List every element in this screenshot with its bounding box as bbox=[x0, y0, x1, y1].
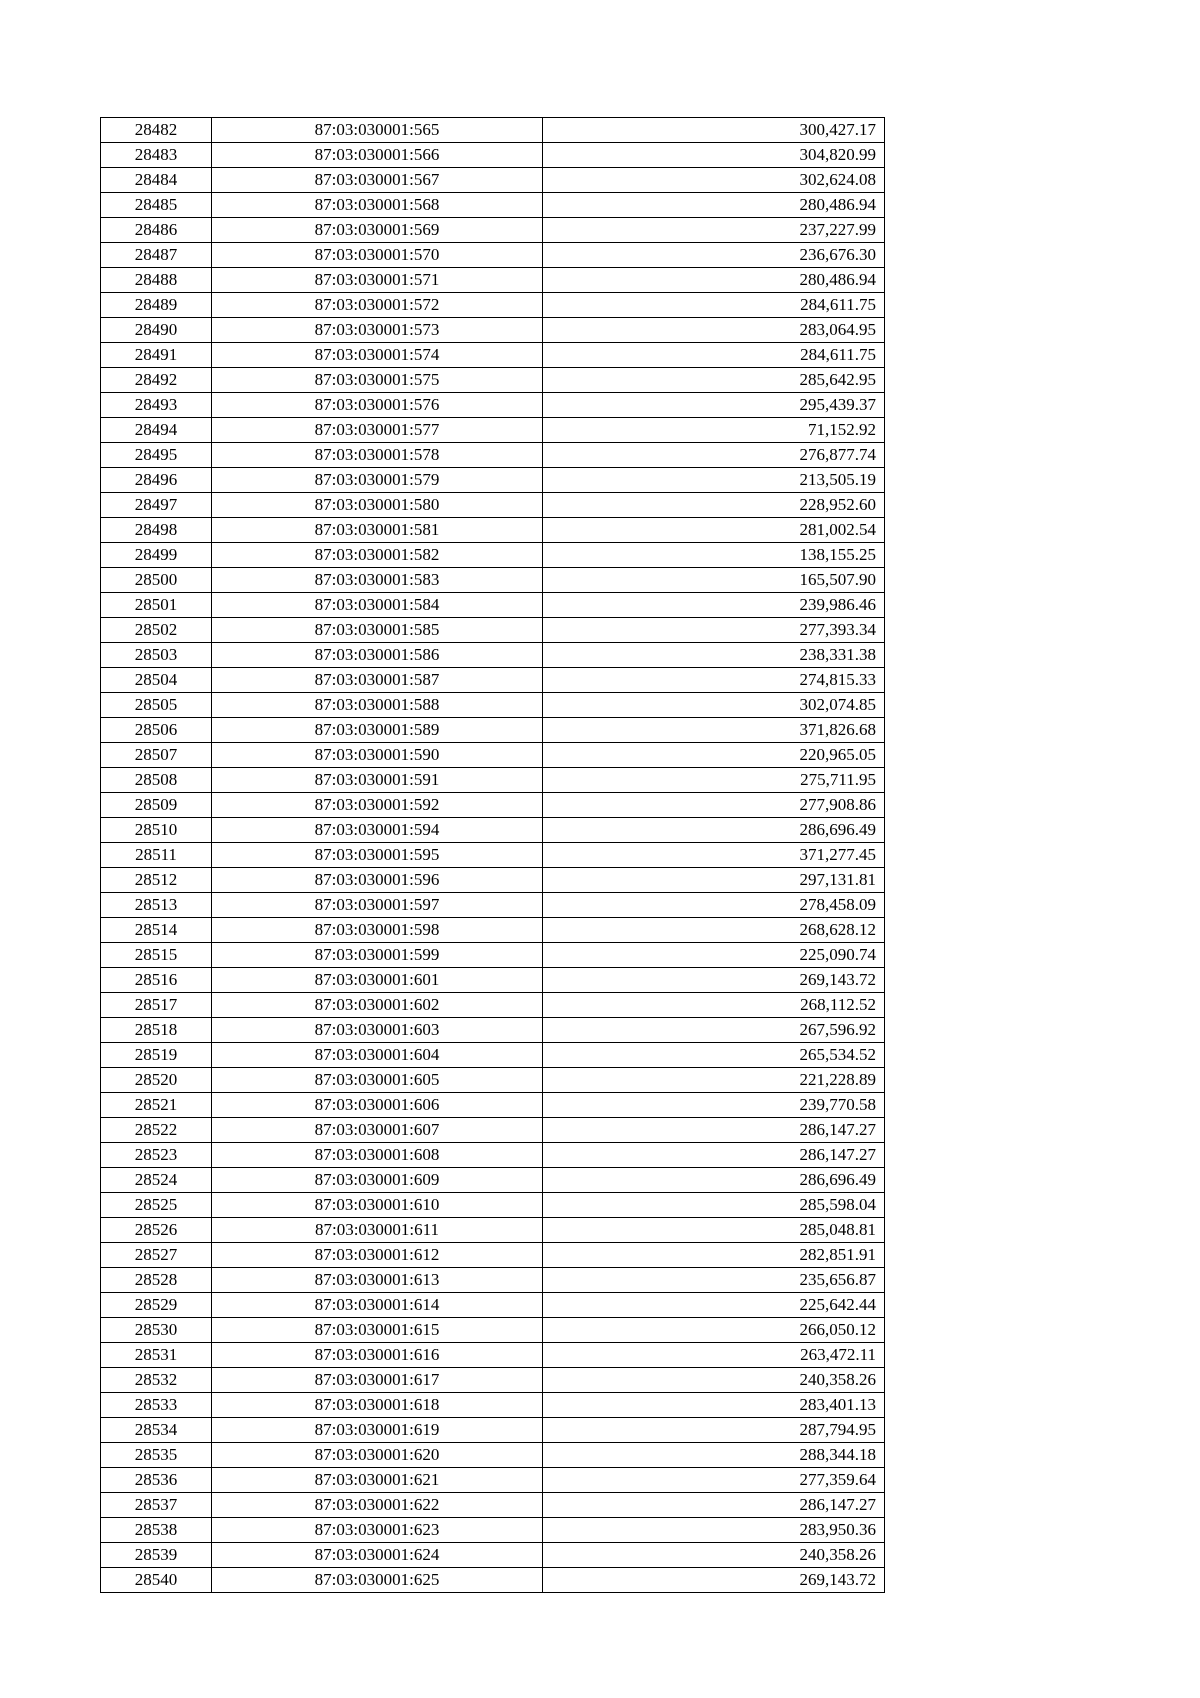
value-cell: 300,427.17 bbox=[543, 118, 885, 143]
table-row bbox=[101, 1193, 885, 1218]
table-row bbox=[101, 1243, 885, 1268]
table-row bbox=[101, 1218, 885, 1243]
cadastral-number-cell: 87:03:030001:620 bbox=[212, 1443, 543, 1468]
row-number-cell: 28506 bbox=[101, 718, 212, 743]
table-row bbox=[101, 993, 885, 1018]
row-number-cell: 28531 bbox=[101, 1343, 212, 1368]
cadastral-number-cell: 87:03:030001:596 bbox=[212, 868, 543, 893]
table-row bbox=[101, 268, 885, 293]
table-row bbox=[101, 843, 885, 868]
table-row bbox=[101, 368, 885, 393]
row-number-cell: 28511 bbox=[101, 843, 212, 868]
table-row bbox=[101, 1318, 885, 1343]
value-cell: 277,908.86 bbox=[543, 793, 885, 818]
row-number-cell: 28521 bbox=[101, 1093, 212, 1118]
row-number-cell: 28520 bbox=[101, 1068, 212, 1093]
cadastral-number-cell: 87:03:030001:595 bbox=[212, 843, 543, 868]
row-number-cell: 28528 bbox=[101, 1268, 212, 1293]
value-cell: 371,277.45 bbox=[543, 843, 885, 868]
cadastral-number-cell: 87:03:030001:614 bbox=[212, 1293, 543, 1318]
value-cell: 274,815.33 bbox=[543, 668, 885, 693]
cadastral-number-cell: 87:03:030001:590 bbox=[212, 743, 543, 768]
cadastral-number-cell: 87:03:030001:615 bbox=[212, 1318, 543, 1343]
row-number-cell: 28533 bbox=[101, 1393, 212, 1418]
cadastral-number-cell: 87:03:030001:570 bbox=[212, 243, 543, 268]
table-row bbox=[101, 393, 885, 418]
value-cell: 221,228.89 bbox=[543, 1068, 885, 1093]
table-row bbox=[101, 193, 885, 218]
value-cell: 220,965.05 bbox=[543, 743, 885, 768]
row-number-cell: 28510 bbox=[101, 818, 212, 843]
table-row bbox=[101, 1543, 885, 1568]
value-cell: 225,642.44 bbox=[543, 1293, 885, 1318]
cadastral-number-cell: 87:03:030001:579 bbox=[212, 468, 543, 493]
row-number-cell: 28494 bbox=[101, 418, 212, 443]
value-cell: 280,486.94 bbox=[543, 193, 885, 218]
cadastral-number-cell: 87:03:030001:616 bbox=[212, 1343, 543, 1368]
value-cell: 287,794.95 bbox=[543, 1418, 885, 1443]
value-cell: 281,002.54 bbox=[543, 518, 885, 543]
cadastral-number-cell: 87:03:030001:586 bbox=[212, 643, 543, 668]
value-cell: 286,696.49 bbox=[543, 1168, 885, 1193]
row-number-cell: 28504 bbox=[101, 668, 212, 693]
table-row bbox=[101, 1343, 885, 1368]
value-cell: 239,986.46 bbox=[543, 593, 885, 618]
value-cell: 288,344.18 bbox=[543, 1443, 885, 1468]
row-number-cell: 28485 bbox=[101, 193, 212, 218]
value-cell: 237,227.99 bbox=[543, 218, 885, 243]
cadastral-number-cell: 87:03:030001:575 bbox=[212, 368, 543, 393]
row-number-cell: 28505 bbox=[101, 693, 212, 718]
value-cell: 285,642.95 bbox=[543, 368, 885, 393]
row-number-cell: 28536 bbox=[101, 1468, 212, 1493]
row-number-cell: 28522 bbox=[101, 1118, 212, 1143]
cadastral-number-cell: 87:03:030001:594 bbox=[212, 818, 543, 843]
value-cell: 286,147.27 bbox=[543, 1118, 885, 1143]
value-cell: 297,131.81 bbox=[543, 868, 885, 893]
value-cell: 283,064.95 bbox=[543, 318, 885, 343]
cadastral-number-cell: 87:03:030001:573 bbox=[212, 318, 543, 343]
cadastral-number-cell: 87:03:030001:568 bbox=[212, 193, 543, 218]
value-cell: 277,359.64 bbox=[543, 1468, 885, 1493]
value-cell: 371,826.68 bbox=[543, 718, 885, 743]
row-number-cell: 28490 bbox=[101, 318, 212, 343]
cadastral-number-cell: 87:03:030001:569 bbox=[212, 218, 543, 243]
table-row bbox=[101, 1293, 885, 1318]
cadastral-number-cell: 87:03:030001:588 bbox=[212, 693, 543, 718]
cadastral-number-cell: 87:03:030001:592 bbox=[212, 793, 543, 818]
value-cell: 284,611.75 bbox=[543, 293, 885, 318]
table-row bbox=[101, 943, 885, 968]
table-row bbox=[101, 1268, 885, 1293]
table-row bbox=[101, 1393, 885, 1418]
row-number-cell: 28529 bbox=[101, 1293, 212, 1318]
table-row bbox=[101, 243, 885, 268]
table-row bbox=[101, 743, 885, 768]
table-row bbox=[101, 1093, 885, 1118]
table-row bbox=[101, 1493, 885, 1518]
value-cell: 268,628.12 bbox=[543, 918, 885, 943]
value-cell: 265,534.52 bbox=[543, 1043, 885, 1068]
value-cell: 228,952.60 bbox=[543, 493, 885, 518]
table-row bbox=[101, 618, 885, 643]
cadastral-number-cell: 87:03:030001:623 bbox=[212, 1518, 543, 1543]
row-number-cell: 28513 bbox=[101, 893, 212, 918]
row-number-cell: 28532 bbox=[101, 1368, 212, 1393]
table-row bbox=[101, 568, 885, 593]
cadastral-number-cell: 87:03:030001:577 bbox=[212, 418, 543, 443]
value-cell: 286,696.49 bbox=[543, 818, 885, 843]
cadastral-number-cell: 87:03:030001:589 bbox=[212, 718, 543, 743]
value-cell: 269,143.72 bbox=[543, 968, 885, 993]
row-number-cell: 28496 bbox=[101, 468, 212, 493]
row-number-cell: 28492 bbox=[101, 368, 212, 393]
value-cell: 304,820.99 bbox=[543, 143, 885, 168]
value-cell: 276,877.74 bbox=[543, 443, 885, 468]
row-number-cell: 28514 bbox=[101, 918, 212, 943]
cadastral-number-cell: 87:03:030001:567 bbox=[212, 168, 543, 193]
value-cell: 295,439.37 bbox=[543, 393, 885, 418]
value-cell: 283,950.36 bbox=[543, 1518, 885, 1543]
table-row bbox=[101, 493, 885, 518]
row-number-cell: 28500 bbox=[101, 568, 212, 593]
table-row bbox=[101, 893, 885, 918]
table-row bbox=[101, 1168, 885, 1193]
cadastral-number-cell: 87:03:030001:609 bbox=[212, 1168, 543, 1193]
row-number-cell: 28497 bbox=[101, 493, 212, 518]
cadastral-number-cell: 87:03:030001:608 bbox=[212, 1143, 543, 1168]
cadastral-number-cell: 87:03:030001:597 bbox=[212, 893, 543, 918]
cadastral-number-cell: 87:03:030001:611 bbox=[212, 1218, 543, 1243]
cadastral-number-cell: 87:03:030001:585 bbox=[212, 618, 543, 643]
cadastral-number-cell: 87:03:030001:612 bbox=[212, 1243, 543, 1268]
row-number-cell: 28517 bbox=[101, 993, 212, 1018]
row-number-cell: 28539 bbox=[101, 1543, 212, 1568]
cadastral-number-cell: 87:03:030001:610 bbox=[212, 1193, 543, 1218]
value-cell: 236,676.30 bbox=[543, 243, 885, 268]
value-cell: 240,358.26 bbox=[543, 1543, 885, 1568]
cadastral-number-cell: 87:03:030001:591 bbox=[212, 768, 543, 793]
table-row bbox=[101, 518, 885, 543]
value-cell: 235,656.87 bbox=[543, 1268, 885, 1293]
row-number-cell: 28491 bbox=[101, 343, 212, 368]
value-cell: 71,152.92 bbox=[543, 418, 885, 443]
table-row bbox=[101, 218, 885, 243]
row-number-cell: 28488 bbox=[101, 268, 212, 293]
row-number-cell: 28523 bbox=[101, 1143, 212, 1168]
table-row bbox=[101, 468, 885, 493]
table-row bbox=[101, 143, 885, 168]
row-number-cell: 28484 bbox=[101, 168, 212, 193]
table-row bbox=[101, 868, 885, 893]
cadastral-number-cell: 87:03:030001:607 bbox=[212, 1118, 543, 1143]
cadastral-number-cell: 87:03:030001:606 bbox=[212, 1093, 543, 1118]
row-number-cell: 28527 bbox=[101, 1243, 212, 1268]
cadastral-number-cell: 87:03:030001:603 bbox=[212, 1018, 543, 1043]
table-row bbox=[101, 118, 885, 143]
table-row bbox=[101, 1468, 885, 1493]
value-cell: 266,050.12 bbox=[543, 1318, 885, 1343]
row-number-cell: 28493 bbox=[101, 393, 212, 418]
cadastral-number-cell: 87:03:030001:624 bbox=[212, 1543, 543, 1568]
cadastral-number-cell: 87:03:030001:598 bbox=[212, 918, 543, 943]
value-cell: 302,624.08 bbox=[543, 168, 885, 193]
table-row bbox=[101, 1118, 885, 1143]
value-cell: 267,596.92 bbox=[543, 1018, 885, 1043]
row-number-cell: 28524 bbox=[101, 1168, 212, 1193]
cadastral-number-cell: 87:03:030001:584 bbox=[212, 593, 543, 618]
row-number-cell: 28535 bbox=[101, 1443, 212, 1468]
cadastral-number-cell: 87:03:030001:622 bbox=[212, 1493, 543, 1518]
value-cell: 302,074.85 bbox=[543, 693, 885, 718]
cadastral-number-cell: 87:03:030001:565 bbox=[212, 118, 543, 143]
cadastral-number-cell: 87:03:030001:581 bbox=[212, 518, 543, 543]
row-number-cell: 28501 bbox=[101, 593, 212, 618]
value-cell: 278,458.09 bbox=[543, 893, 885, 918]
table-row bbox=[101, 418, 885, 443]
cadastral-number-cell: 87:03:030001:617 bbox=[212, 1368, 543, 1393]
row-number-cell: 28487 bbox=[101, 243, 212, 268]
table-row bbox=[101, 793, 885, 818]
table-body bbox=[101, 118, 885, 1593]
table-row bbox=[101, 968, 885, 993]
row-number-cell: 28540 bbox=[101, 1568, 212, 1593]
row-number-cell: 28518 bbox=[101, 1018, 212, 1043]
table-row bbox=[101, 818, 885, 843]
row-number-cell: 28509 bbox=[101, 793, 212, 818]
row-number-cell: 28489 bbox=[101, 293, 212, 318]
row-number-cell: 28507 bbox=[101, 743, 212, 768]
cadastral-number-cell: 87:03:030001:572 bbox=[212, 293, 543, 318]
row-number-cell: 28530 bbox=[101, 1318, 212, 1343]
table-row bbox=[101, 343, 885, 368]
table-row bbox=[101, 1068, 885, 1093]
cadastral-number-cell: 87:03:030001:576 bbox=[212, 393, 543, 418]
cadastral-number-cell: 87:03:030001:601 bbox=[212, 968, 543, 993]
row-number-cell: 28503 bbox=[101, 643, 212, 668]
value-cell: 275,711.95 bbox=[543, 768, 885, 793]
table-row bbox=[101, 1143, 885, 1168]
value-cell: 213,505.19 bbox=[543, 468, 885, 493]
value-cell: 269,143.72 bbox=[543, 1568, 885, 1593]
value-cell: 285,048.81 bbox=[543, 1218, 885, 1243]
value-cell: 277,393.34 bbox=[543, 618, 885, 643]
value-cell: 283,401.13 bbox=[543, 1393, 885, 1418]
table-row bbox=[101, 918, 885, 943]
row-number-cell: 28499 bbox=[101, 543, 212, 568]
value-cell: 239,770.58 bbox=[543, 1093, 885, 1118]
table-row bbox=[101, 1368, 885, 1393]
value-cell: 286,147.27 bbox=[543, 1493, 885, 1518]
table-row bbox=[101, 668, 885, 693]
row-number-cell: 28516 bbox=[101, 968, 212, 993]
cadastral-number-cell: 87:03:030001:599 bbox=[212, 943, 543, 968]
cadastral-number-cell: 87:03:030001:618 bbox=[212, 1393, 543, 1418]
value-cell: 282,851.91 bbox=[543, 1243, 885, 1268]
value-cell: 240,358.26 bbox=[543, 1368, 885, 1393]
value-cell: 286,147.27 bbox=[543, 1143, 885, 1168]
table-row bbox=[101, 1043, 885, 1068]
table-row bbox=[101, 718, 885, 743]
value-cell: 225,090.74 bbox=[543, 943, 885, 968]
row-number-cell: 28502 bbox=[101, 618, 212, 643]
row-number-cell: 28508 bbox=[101, 768, 212, 793]
table-row bbox=[101, 1518, 885, 1543]
table-row bbox=[101, 1418, 885, 1443]
cadastral-number-cell: 87:03:030001:566 bbox=[212, 143, 543, 168]
cadastral-number-cell: 87:03:030001:621 bbox=[212, 1468, 543, 1493]
row-number-cell: 28482 bbox=[101, 118, 212, 143]
value-cell: 280,486.94 bbox=[543, 268, 885, 293]
cadastral-number-cell: 87:03:030001:580 bbox=[212, 493, 543, 518]
row-number-cell: 28526 bbox=[101, 1218, 212, 1243]
table-row bbox=[101, 1018, 885, 1043]
row-number-cell: 28519 bbox=[101, 1043, 212, 1068]
cadastral-number-cell: 87:03:030001:605 bbox=[212, 1068, 543, 1093]
cadastral-number-cell: 87:03:030001:582 bbox=[212, 543, 543, 568]
cadastral-number-cell: 87:03:030001:583 bbox=[212, 568, 543, 593]
cadastral-number-cell: 87:03:030001:571 bbox=[212, 268, 543, 293]
row-number-cell: 28498 bbox=[101, 518, 212, 543]
table-row bbox=[101, 168, 885, 193]
row-number-cell: 28512 bbox=[101, 868, 212, 893]
value-cell: 238,331.38 bbox=[543, 643, 885, 668]
row-number-cell: 28538 bbox=[101, 1518, 212, 1543]
row-number-cell: 28483 bbox=[101, 143, 212, 168]
table-row bbox=[101, 293, 885, 318]
value-cell: 165,507.90 bbox=[543, 568, 885, 593]
cadastral-number-cell: 87:03:030001:613 bbox=[212, 1268, 543, 1293]
table-row bbox=[101, 768, 885, 793]
row-number-cell: 28525 bbox=[101, 1193, 212, 1218]
cadastral-number-cell: 87:03:030001:578 bbox=[212, 443, 543, 468]
row-number-cell: 28537 bbox=[101, 1493, 212, 1518]
cadastral-number-cell: 87:03:030001:604 bbox=[212, 1043, 543, 1068]
value-cell: 285,598.04 bbox=[543, 1193, 885, 1218]
row-number-cell: 28534 bbox=[101, 1418, 212, 1443]
table-row bbox=[101, 593, 885, 618]
value-cell: 284,611.75 bbox=[543, 343, 885, 368]
cadastral-number-cell: 87:03:030001:587 bbox=[212, 668, 543, 693]
row-number-cell: 28515 bbox=[101, 943, 212, 968]
table-row bbox=[101, 1443, 885, 1468]
value-cell: 263,472.11 bbox=[543, 1343, 885, 1368]
table-row bbox=[101, 1568, 885, 1593]
table-row bbox=[101, 693, 885, 718]
table-row bbox=[101, 443, 885, 468]
cadastral-number-cell: 87:03:030001:602 bbox=[212, 993, 543, 1018]
data-table bbox=[100, 117, 885, 1593]
row-number-cell: 28495 bbox=[101, 443, 212, 468]
cadastral-number-cell: 87:03:030001:574 bbox=[212, 343, 543, 368]
row-number-cell: 28486 bbox=[101, 218, 212, 243]
table-row bbox=[101, 318, 885, 343]
cadastral-number-cell: 87:03:030001:619 bbox=[212, 1418, 543, 1443]
cadastral-number-cell: 87:03:030001:625 bbox=[212, 1568, 543, 1593]
table-row bbox=[101, 543, 885, 568]
value-cell: 138,155.25 bbox=[543, 543, 885, 568]
value-cell: 268,112.52 bbox=[543, 993, 885, 1018]
table-row bbox=[101, 643, 885, 668]
